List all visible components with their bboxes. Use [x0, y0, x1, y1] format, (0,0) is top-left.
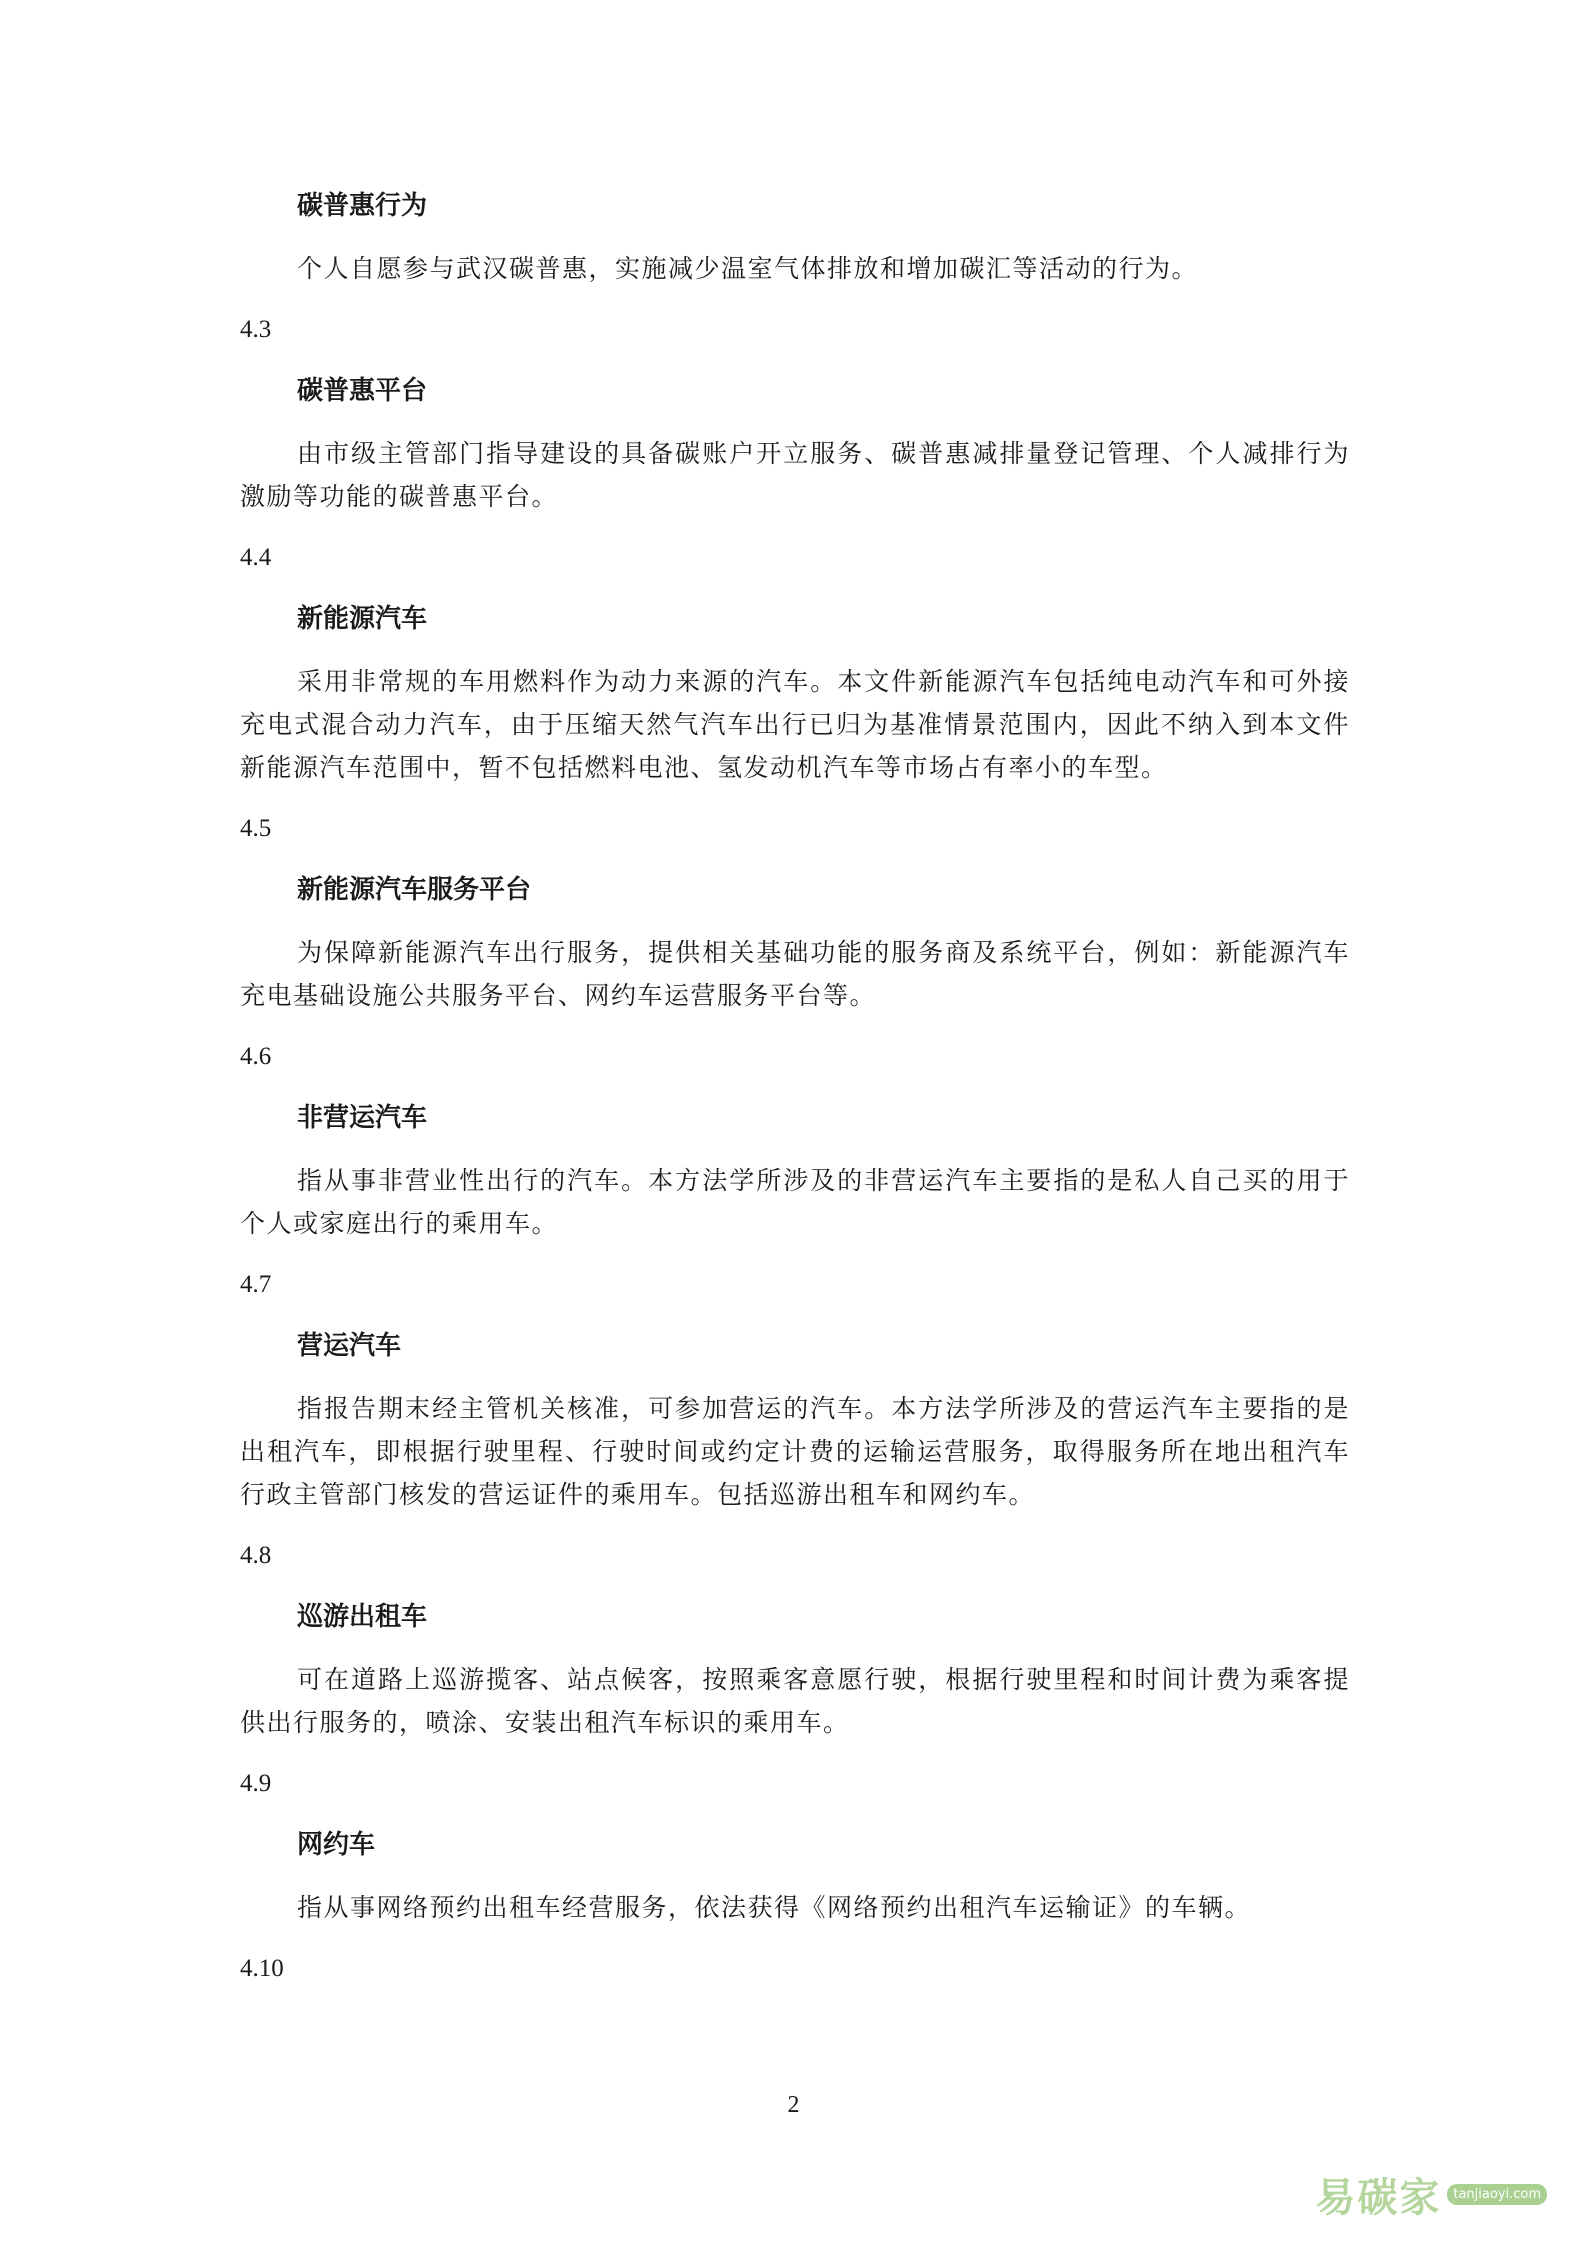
- term-definition: 指报告期末经主管机关核准，可参加营运的汽车。本方法学所涉及的营运汽车主要指的是出租汽车，即根据行驶里程、行驶时间或约定计费的运输运营服务，取得服务所在地出租汽车行政主管部门核发的营运证件的乘用车。包括巡游出租车和网约车。: [240, 1394, 1350, 1509]
- term-definition: 采用非常规的车用燃料作为动力来源的汽车。本文件新能源汽车包括纯电动汽车和可外接充电式混合动力汽车，由于压缩天然气汽车出行已归为基准情景范围内，因此不纳入到本文件新能源汽车范围中，暂不包括燃料电池、氢发动机汽车等市场占有率小的车型。: [240, 667, 1350, 782]
- term-definition: 可在道路上巡游揽客、站点候客，按照乘客意愿行驶，根据行驶里程和时间计费为乘客提供出行服务的，喷涂、安装出租汽车标识的乘用车。: [240, 1665, 1350, 1737]
- watermark-badge: tanjiaoyi.com: [1447, 2184, 1547, 2205]
- clause-number: 4.4: [240, 544, 272, 571]
- term-title: 新能源汽车: [297, 604, 428, 634]
- clause-number: 4.10: [240, 1955, 284, 1982]
- term-title: 巡游出租车: [297, 1602, 428, 1632]
- clause-number: 4.8: [240, 1542, 272, 1569]
- clause-number: 4.6: [240, 1043, 272, 1070]
- term-definition: 个人自愿参与武汉碳普惠，实施减少温室气体排放和增加碳汇等活动的行为。: [297, 254, 1199, 283]
- clause-number: 4.5: [240, 815, 272, 842]
- clause-number: 4.7: [240, 1271, 272, 1298]
- clause-number: 4.9: [240, 1770, 272, 1797]
- page-number: 2: [787, 2092, 800, 2118]
- clause-number: 4.3: [240, 316, 272, 343]
- term-definition: 为保障新能源汽车出行服务，提供相关基础功能的服务商及系统平台，例如：新能源汽车充电基础设施公共服务平台、网约车运营服务平台等。: [240, 938, 1350, 1010]
- term-title: 网约车: [297, 1830, 376, 1860]
- page-content: [240, 186, 1350, 2010]
- watermark-text: 易碳家: [1315, 2175, 1442, 2221]
- term-definition: 指从事非营业性出行的汽车。本方法学所涉及的非营运汽车主要指的是私人自己买的用于个人或家庭出行的乘用车。: [240, 1166, 1350, 1238]
- term-title: 营运汽车: [297, 1331, 402, 1361]
- watermark-logo: [1315, 2166, 1547, 2223]
- term-definition: 指从事网络预约出租车经营服务，依法获得《网络预约出租汽车运输证》的车辆。: [297, 1893, 1252, 1922]
- term-title: 非营运汽车: [297, 1103, 428, 1133]
- term-title: 碳普惠平台: [297, 376, 428, 406]
- term-title: 新能源汽车服务平台: [297, 875, 532, 905]
- term-definition: 由市级主管部门指导建设的具备碳账户开立服务、碳普惠减排量登记管理、个人减排行为激励等功能的碳普惠平台。: [240, 439, 1350, 511]
- term-title: 碳普惠行为: [297, 191, 428, 221]
